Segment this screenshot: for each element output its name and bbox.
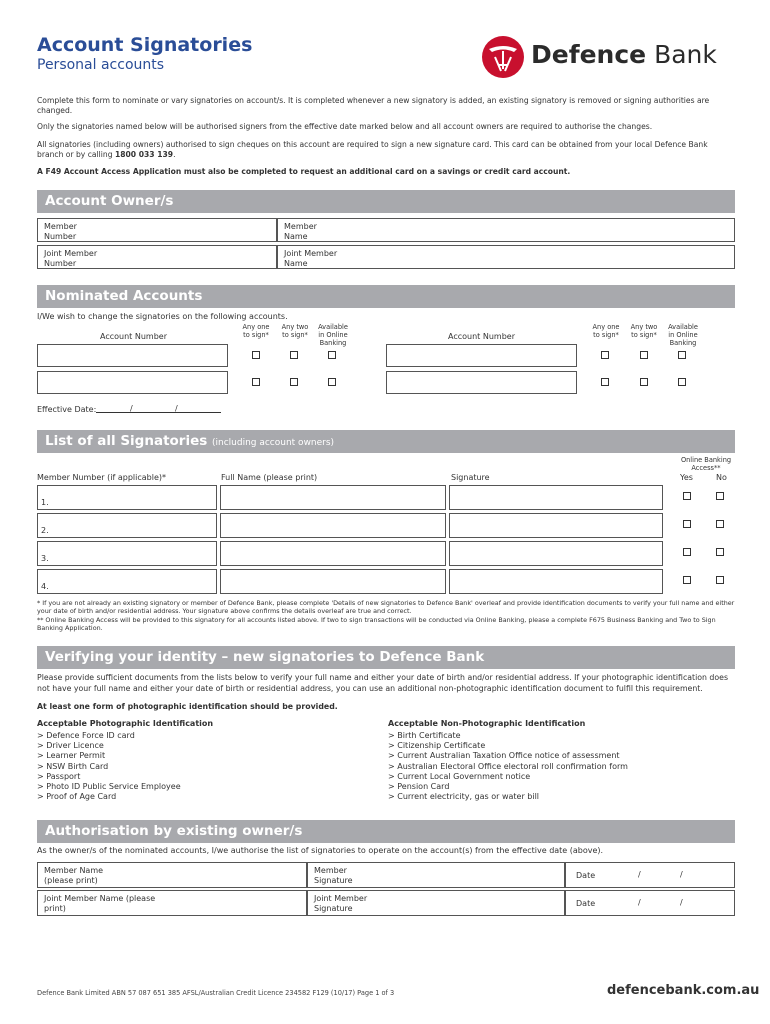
section-nominated-accounts: Nominated Accounts	[37, 285, 735, 308]
list-item: > NSW Birth Card	[37, 761, 109, 771]
online-no-checkbox[interactable]	[716, 576, 724, 584]
verify-note: At least one form of photographic identification should be provided.	[37, 702, 338, 711]
list-item: > Proof of Age Card	[37, 792, 117, 802]
col-signature: Signature	[451, 473, 490, 482]
account-number-header-left: Account Number	[100, 332, 167, 341]
intro-paragraph-3: All signatories (including owners) authorised to sign cheques on this account are required to sign a new signature card. This card can be obtained from your local Defence Bank branch or by calling 1800 033 139.	[37, 140, 708, 159]
account-number-input[interactable]	[386, 344, 577, 367]
photo-id-heading: Acceptable Photographic Identification	[37, 719, 214, 728]
joint-member-name-field[interactable]: Joint Member Name	[277, 245, 735, 269]
col-no: No	[716, 473, 727, 482]
signatory-full-name[interactable]	[220, 485, 446, 510]
online-checkbox[interactable]	[678, 351, 686, 359]
member-number-field[interactable]: Member Number	[37, 218, 277, 242]
page-title: Account Signatories	[37, 34, 253, 56]
any-one-checkbox[interactable]	[252, 378, 260, 386]
auth-joint-signature-field[interactable]: Joint Member Signature	[307, 890, 565, 916]
online-checkbox[interactable]	[678, 378, 686, 386]
any-two-checkbox[interactable]	[640, 378, 648, 386]
list-item: > Defence Force ID card	[37, 731, 135, 740]
signatory-signature[interactable]	[449, 541, 663, 566]
non-photo-id-list	[388, 731, 628, 802]
brand-name: Defence Bank	[531, 40, 717, 69]
list-item: > Learner Permit	[37, 751, 106, 761]
non-photo-id-heading: Acceptable Non-Photographic Identification	[388, 719, 586, 728]
list-item: > Driver Licence	[37, 741, 104, 751]
effective-date-field[interactable]	[96, 412, 221, 413]
online-no-checkbox[interactable]	[716, 492, 724, 500]
any-two-header-right: Any two to sign*	[630, 323, 658, 339]
member-name-field[interactable]: Member Name	[277, 218, 735, 242]
intro-paragraph-1: Complete this form to nominate or vary signatories on account/s. It is completed whenever a new signatory is added, an existing signatory is removed or signing authorities are changed.	[37, 96, 710, 115]
date-slash: /	[130, 404, 133, 413]
date-slash: /	[175, 404, 178, 413]
signatory-full-name[interactable]	[220, 541, 446, 566]
any-one-checkbox[interactable]	[601, 378, 609, 386]
footer-legal: Defence Bank Limited ABN 57 087 651 385 AFSL/Australian Credit Licence 234582 F129 (10/17) Page 1 of 3	[37, 989, 395, 997]
signatory-member-number[interactable]: 2.	[37, 513, 217, 538]
online-header-right: Available in Online Banking	[668, 323, 698, 347]
any-two-checkbox[interactable]	[290, 378, 298, 386]
footer-website-link[interactable]: defencebank.com.au	[607, 983, 760, 998]
auth-member-name-field[interactable]: Member Name (please print)	[37, 862, 307, 888]
list-item: > Current Australian Taxation Office notice of assessment	[388, 751, 620, 761]
signatory-member-number[interactable]: 4.	[37, 569, 217, 594]
online-header-left: Available in Online Banking	[318, 323, 348, 347]
online-yes-checkbox[interactable]	[683, 548, 691, 556]
section-signatories: List of all Signatories (including account owners)	[37, 430, 735, 453]
signatory-full-name[interactable]	[220, 569, 446, 594]
signatory-signature[interactable]	[449, 569, 663, 594]
auth-intro: As the owner/s of the nominated accounts, I/we authorise the list of signatories to operate on the account(s) from the effective date (above).	[37, 846, 604, 855]
list-item: > Photo ID Public Service Employee	[37, 782, 181, 792]
nominated-intro: I/We wish to change the signatories on the following accounts.	[37, 312, 288, 321]
auth-joint-date-field[interactable]: Date / /	[565, 890, 735, 916]
effective-date-label: Effective Date:	[37, 405, 97, 414]
joint-member-number-field[interactable]: Joint Member Number	[37, 245, 277, 269]
signatory-signature[interactable]	[449, 485, 663, 510]
online-yes-checkbox[interactable]	[683, 576, 691, 584]
auth-member-date-field[interactable]: Date / /	[565, 862, 735, 888]
signatory-signature[interactable]	[449, 513, 663, 538]
list-item: > Passport	[37, 771, 81, 781]
defence-bank-logo-icon	[481, 35, 525, 79]
account-number-input[interactable]	[386, 371, 577, 394]
section-verify-identity: Verifying your identity – new signatories to Defence Bank	[37, 646, 735, 669]
section-account-owners: Account Owner/s	[37, 190, 735, 213]
list-item: > Current electricity, gas or water bill	[388, 792, 540, 802]
list-item: > Australian Electoral Office electoral roll confirmation form	[388, 761, 628, 771]
signatory-full-name[interactable]	[220, 513, 446, 538]
any-two-checkbox[interactable]	[640, 351, 648, 359]
page-subtitle: Personal accounts	[37, 57, 165, 73]
auth-member-signature-field[interactable]: Member Signature	[307, 862, 565, 888]
account-number-input[interactable]	[37, 344, 228, 367]
list-item: > Citizenship Certificate	[388, 741, 486, 751]
col-full-name: Full Name (please print)	[221, 473, 318, 482]
any-one-checkbox[interactable]	[601, 351, 609, 359]
online-access-header: Online Banking Access**	[680, 456, 732, 472]
online-no-checkbox[interactable]	[716, 548, 724, 556]
any-one-checkbox[interactable]	[252, 351, 260, 359]
any-one-header-left: Any one to sign*	[242, 323, 270, 339]
signatory-note-2: ** Online Banking Access will be provided to this signatory for all accounts listed above. If two to sign transactions will be conducted via Online Banking, please a complete F675 Business Banking and Two to Sign Banking Application.	[37, 616, 716, 633]
verify-paragraph: Please provide sufficient documents from the lists below to verify your full name and either your date of birth and/or residential address. If your photographic identification does not have your full name and either your date of birth or residential address, you can use an additional non-photographic identification document to fulfil this requirement.	[37, 673, 729, 693]
signatory-member-number[interactable]: 1.	[37, 485, 217, 510]
intro-paragraph-2: Only the signatories named below will be authorised signers from the effective date marked below and all account owners are required to authorise the changes.	[37, 122, 653, 131]
signatory-member-number[interactable]: 3.	[37, 541, 217, 566]
intro-paragraph-4: A F49 Account Access Application must also be completed to request an additional card on a savings or credit card account.	[37, 167, 571, 176]
account-number-header-right: Account Number	[448, 332, 515, 341]
photo-id-list	[37, 731, 181, 802]
any-two-header-left: Any two to sign*	[281, 323, 309, 339]
list-item: > Birth Certificate	[388, 731, 461, 740]
any-one-header-right: Any one to sign*	[592, 323, 620, 339]
col-yes: Yes	[680, 473, 693, 482]
online-no-checkbox[interactable]	[716, 520, 724, 528]
online-yes-checkbox[interactable]	[683, 492, 691, 500]
online-checkbox[interactable]	[328, 351, 336, 359]
auth-joint-name-field[interactable]: Joint Member Name (please print)	[37, 890, 307, 916]
online-checkbox[interactable]	[328, 378, 336, 386]
section-authorisation: Authorisation by existing owner/s	[37, 820, 735, 843]
signatory-note-1: * If you are not already an existing signatory or member of Defence Bank, please complete 'Details of new signatories to Defence Bank' overleaf and provide identification documents to verify your full name and either your date of birth and/or residential address. Your signature above confirms the details overleaf are true and correct.	[37, 599, 735, 616]
account-number-input[interactable]	[37, 371, 228, 394]
online-yes-checkbox[interactable]	[683, 520, 691, 528]
any-two-checkbox[interactable]	[290, 351, 298, 359]
list-item: > Pension Card	[388, 782, 450, 792]
list-item: > Current Local Government notice	[388, 771, 531, 781]
col-member-number: Member Number (if applicable)*	[37, 473, 166, 482]
